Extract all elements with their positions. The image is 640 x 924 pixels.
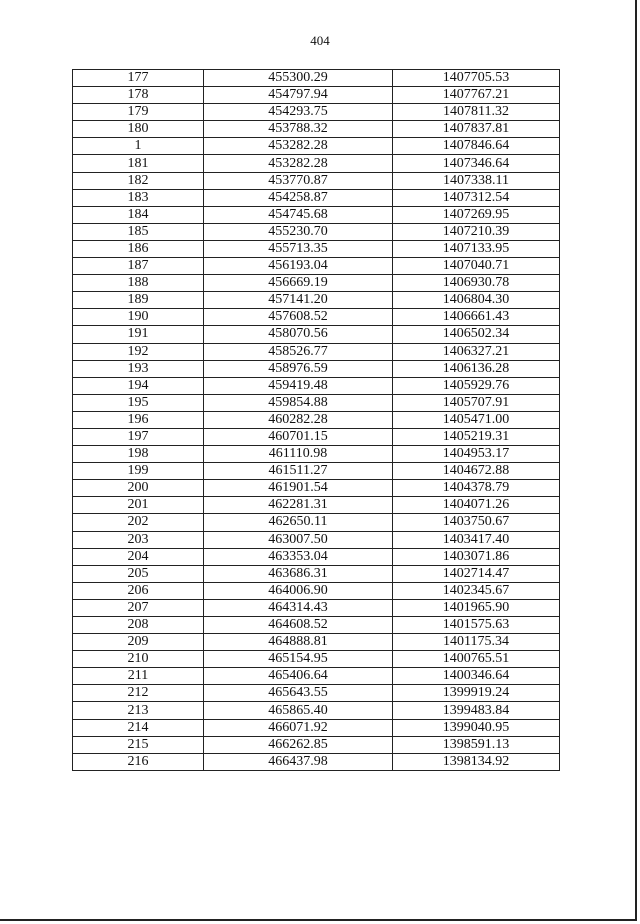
y-coordinate-cell: 1407767.21 (393, 87, 560, 104)
table-row (73, 104, 560, 121)
y-coordinate-cell: 1400346.64 (393, 668, 560, 685)
page-number: 404 (310, 33, 330, 48)
point-number-cell: 190 (73, 309, 204, 326)
coordinates-table (72, 69, 560, 771)
point-number-cell: 179 (73, 104, 204, 121)
table-row (73, 394, 560, 411)
x-coordinate-cell: 458526.77 (204, 343, 393, 360)
x-coordinate-cell: 466437.98 (204, 753, 393, 770)
point-number-cell: 186 (73, 240, 204, 257)
x-coordinate-cell: 465406.64 (204, 668, 393, 685)
x-coordinate-cell: 460282.28 (204, 411, 393, 428)
x-coordinate-cell: 455300.29 (204, 70, 393, 87)
y-coordinate-cell: 1404071.26 (393, 497, 560, 514)
point-number-cell: 193 (73, 360, 204, 377)
x-coordinate-cell: 464888.81 (204, 634, 393, 651)
y-coordinate-cell: 1406661.43 (393, 309, 560, 326)
table-row (73, 343, 560, 360)
y-coordinate-cell: 1407269.95 (393, 206, 560, 223)
table-row (73, 258, 560, 275)
x-coordinate-cell: 457608.52 (204, 309, 393, 326)
y-coordinate-cell: 1407346.64 (393, 155, 560, 172)
point-number-cell: 183 (73, 189, 204, 206)
y-coordinate-cell: 1406930.78 (393, 275, 560, 292)
x-coordinate-cell: 459419.48 (204, 377, 393, 394)
x-coordinate-cell: 455713.35 (204, 240, 393, 257)
point-number-cell: 202 (73, 514, 204, 531)
point-number-cell: 180 (73, 121, 204, 138)
table-row (73, 240, 560, 257)
table-row (73, 275, 560, 292)
point-number-cell: 216 (73, 753, 204, 770)
point-number-cell: 215 (73, 736, 204, 753)
x-coordinate-cell: 466262.85 (204, 736, 393, 753)
table-row (73, 548, 560, 565)
point-number-cell: 192 (73, 343, 204, 360)
x-coordinate-cell: 454745.68 (204, 206, 393, 223)
coordinates-table-body (73, 70, 560, 771)
point-number-cell: 214 (73, 719, 204, 736)
y-coordinate-cell: 1405471.00 (393, 411, 560, 428)
table-row (73, 634, 560, 651)
table-row (73, 719, 560, 736)
table-row (73, 668, 560, 685)
y-coordinate-cell: 1407705.53 (393, 70, 560, 87)
table-row (73, 651, 560, 668)
x-coordinate-cell: 456193.04 (204, 258, 393, 275)
x-coordinate-cell: 463686.31 (204, 565, 393, 582)
table-row (73, 617, 560, 634)
x-coordinate-cell: 466071.92 (204, 719, 393, 736)
point-number-cell: 184 (73, 206, 204, 223)
table-row (73, 428, 560, 445)
point-number-cell: 197 (73, 428, 204, 445)
point-number-cell: 178 (73, 87, 204, 104)
table-row (73, 446, 560, 463)
table-row (73, 531, 560, 548)
point-number-cell: 181 (73, 155, 204, 172)
x-coordinate-cell: 464608.52 (204, 617, 393, 634)
point-number-cell: 200 (73, 480, 204, 497)
y-coordinate-cell: 1406327.21 (393, 343, 560, 360)
x-coordinate-cell: 465643.55 (204, 685, 393, 702)
y-coordinate-cell: 1403071.86 (393, 548, 560, 565)
point-number-cell: 1 (73, 138, 204, 155)
y-coordinate-cell: 1407811.32 (393, 104, 560, 121)
table-row (73, 87, 560, 104)
x-coordinate-cell: 457141.20 (204, 292, 393, 309)
table-row (73, 514, 560, 531)
x-coordinate-cell: 462281.31 (204, 497, 393, 514)
x-coordinate-cell: 463353.04 (204, 548, 393, 565)
table-row (73, 599, 560, 616)
y-coordinate-cell: 1406804.30 (393, 292, 560, 309)
x-coordinate-cell: 460701.15 (204, 428, 393, 445)
y-coordinate-cell: 1401965.90 (393, 599, 560, 616)
y-coordinate-cell: 1399483.84 (393, 702, 560, 719)
y-coordinate-cell: 1407338.11 (393, 172, 560, 189)
point-number-cell: 206 (73, 582, 204, 599)
y-coordinate-cell: 1407210.39 (393, 223, 560, 240)
x-coordinate-cell: 454293.75 (204, 104, 393, 121)
point-number-cell: 188 (73, 275, 204, 292)
table-row (73, 292, 560, 309)
table-row (73, 155, 560, 172)
point-number-cell: 196 (73, 411, 204, 428)
y-coordinate-cell: 1407040.71 (393, 258, 560, 275)
point-number-cell: 209 (73, 634, 204, 651)
table-row (73, 685, 560, 702)
table-row (73, 138, 560, 155)
point-number-cell: 203 (73, 531, 204, 548)
point-number-cell: 194 (73, 377, 204, 394)
x-coordinate-cell: 458070.56 (204, 326, 393, 343)
y-coordinate-cell: 1401575.63 (393, 617, 560, 634)
x-coordinate-cell: 458976.59 (204, 360, 393, 377)
y-coordinate-cell: 1407133.95 (393, 240, 560, 257)
x-coordinate-cell: 454258.87 (204, 189, 393, 206)
table-row (73, 377, 560, 394)
table-row (73, 121, 560, 138)
y-coordinate-cell: 1401175.34 (393, 634, 560, 651)
y-coordinate-cell: 1400765.51 (393, 651, 560, 668)
y-coordinate-cell: 1404953.17 (393, 446, 560, 463)
y-coordinate-cell: 1398591.13 (393, 736, 560, 753)
table-row (73, 326, 560, 343)
x-coordinate-cell: 461110.98 (204, 446, 393, 463)
x-coordinate-cell: 461511.27 (204, 463, 393, 480)
x-coordinate-cell: 453788.32 (204, 121, 393, 138)
table-row (73, 206, 560, 223)
point-number-cell: 185 (73, 223, 204, 240)
table-row (73, 463, 560, 480)
point-number-cell: 191 (73, 326, 204, 343)
y-coordinate-cell: 1404672.88 (393, 463, 560, 480)
y-coordinate-cell: 1405219.31 (393, 428, 560, 445)
table-row (73, 360, 560, 377)
point-number-cell: 182 (73, 172, 204, 189)
table-row (73, 565, 560, 582)
table-row (73, 753, 560, 770)
x-coordinate-cell: 465154.95 (204, 651, 393, 668)
point-number-cell: 207 (73, 599, 204, 616)
y-coordinate-cell: 1407846.64 (393, 138, 560, 155)
x-coordinate-cell: 461901.54 (204, 480, 393, 497)
y-coordinate-cell: 1399040.95 (393, 719, 560, 736)
table-row (73, 189, 560, 206)
table-row (73, 309, 560, 326)
point-number-cell: 198 (73, 446, 204, 463)
y-coordinate-cell: 1407312.54 (393, 189, 560, 206)
table-row (73, 70, 560, 87)
y-coordinate-cell: 1407837.81 (393, 121, 560, 138)
y-coordinate-cell: 1398134.92 (393, 753, 560, 770)
point-number-cell: 213 (73, 702, 204, 719)
point-number-cell: 177 (73, 70, 204, 87)
point-number-cell: 211 (73, 668, 204, 685)
point-number-cell: 189 (73, 292, 204, 309)
table-row (73, 582, 560, 599)
point-number-cell: 212 (73, 685, 204, 702)
x-coordinate-cell: 465865.40 (204, 702, 393, 719)
y-coordinate-cell: 1402345.67 (393, 582, 560, 599)
y-coordinate-cell: 1405707.91 (393, 394, 560, 411)
x-coordinate-cell: 453282.28 (204, 138, 393, 155)
table-row (73, 497, 560, 514)
point-number-cell: 199 (73, 463, 204, 480)
point-number-cell: 210 (73, 651, 204, 668)
y-coordinate-cell: 1403750.67 (393, 514, 560, 531)
x-coordinate-cell: 462650.11 (204, 514, 393, 531)
x-coordinate-cell: 464314.43 (204, 599, 393, 616)
x-coordinate-cell: 459854.88 (204, 394, 393, 411)
y-coordinate-cell: 1406502.34 (393, 326, 560, 343)
table-row (73, 480, 560, 497)
point-number-cell: 205 (73, 565, 204, 582)
x-coordinate-cell: 456669.19 (204, 275, 393, 292)
y-coordinate-cell: 1404378.79 (393, 480, 560, 497)
x-coordinate-cell: 454797.94 (204, 87, 393, 104)
point-number-cell: 201 (73, 497, 204, 514)
x-coordinate-cell: 463007.50 (204, 531, 393, 548)
table-row (73, 736, 560, 753)
y-coordinate-cell: 1405929.76 (393, 377, 560, 394)
point-number-cell: 208 (73, 617, 204, 634)
x-coordinate-cell: 455230.70 (204, 223, 393, 240)
y-coordinate-cell: 1399919.24 (393, 685, 560, 702)
table-row (73, 411, 560, 428)
x-coordinate-cell: 453282.28 (204, 155, 393, 172)
x-coordinate-cell: 464006.90 (204, 582, 393, 599)
x-coordinate-cell: 453770.87 (204, 172, 393, 189)
y-coordinate-cell: 1406136.28 (393, 360, 560, 377)
point-number-cell: 187 (73, 258, 204, 275)
y-coordinate-cell: 1403417.40 (393, 531, 560, 548)
table-row (73, 172, 560, 189)
y-coordinate-cell: 1402714.47 (393, 565, 560, 582)
point-number-cell: 195 (73, 394, 204, 411)
point-number-cell: 204 (73, 548, 204, 565)
table-row (73, 223, 560, 240)
table-row (73, 702, 560, 719)
